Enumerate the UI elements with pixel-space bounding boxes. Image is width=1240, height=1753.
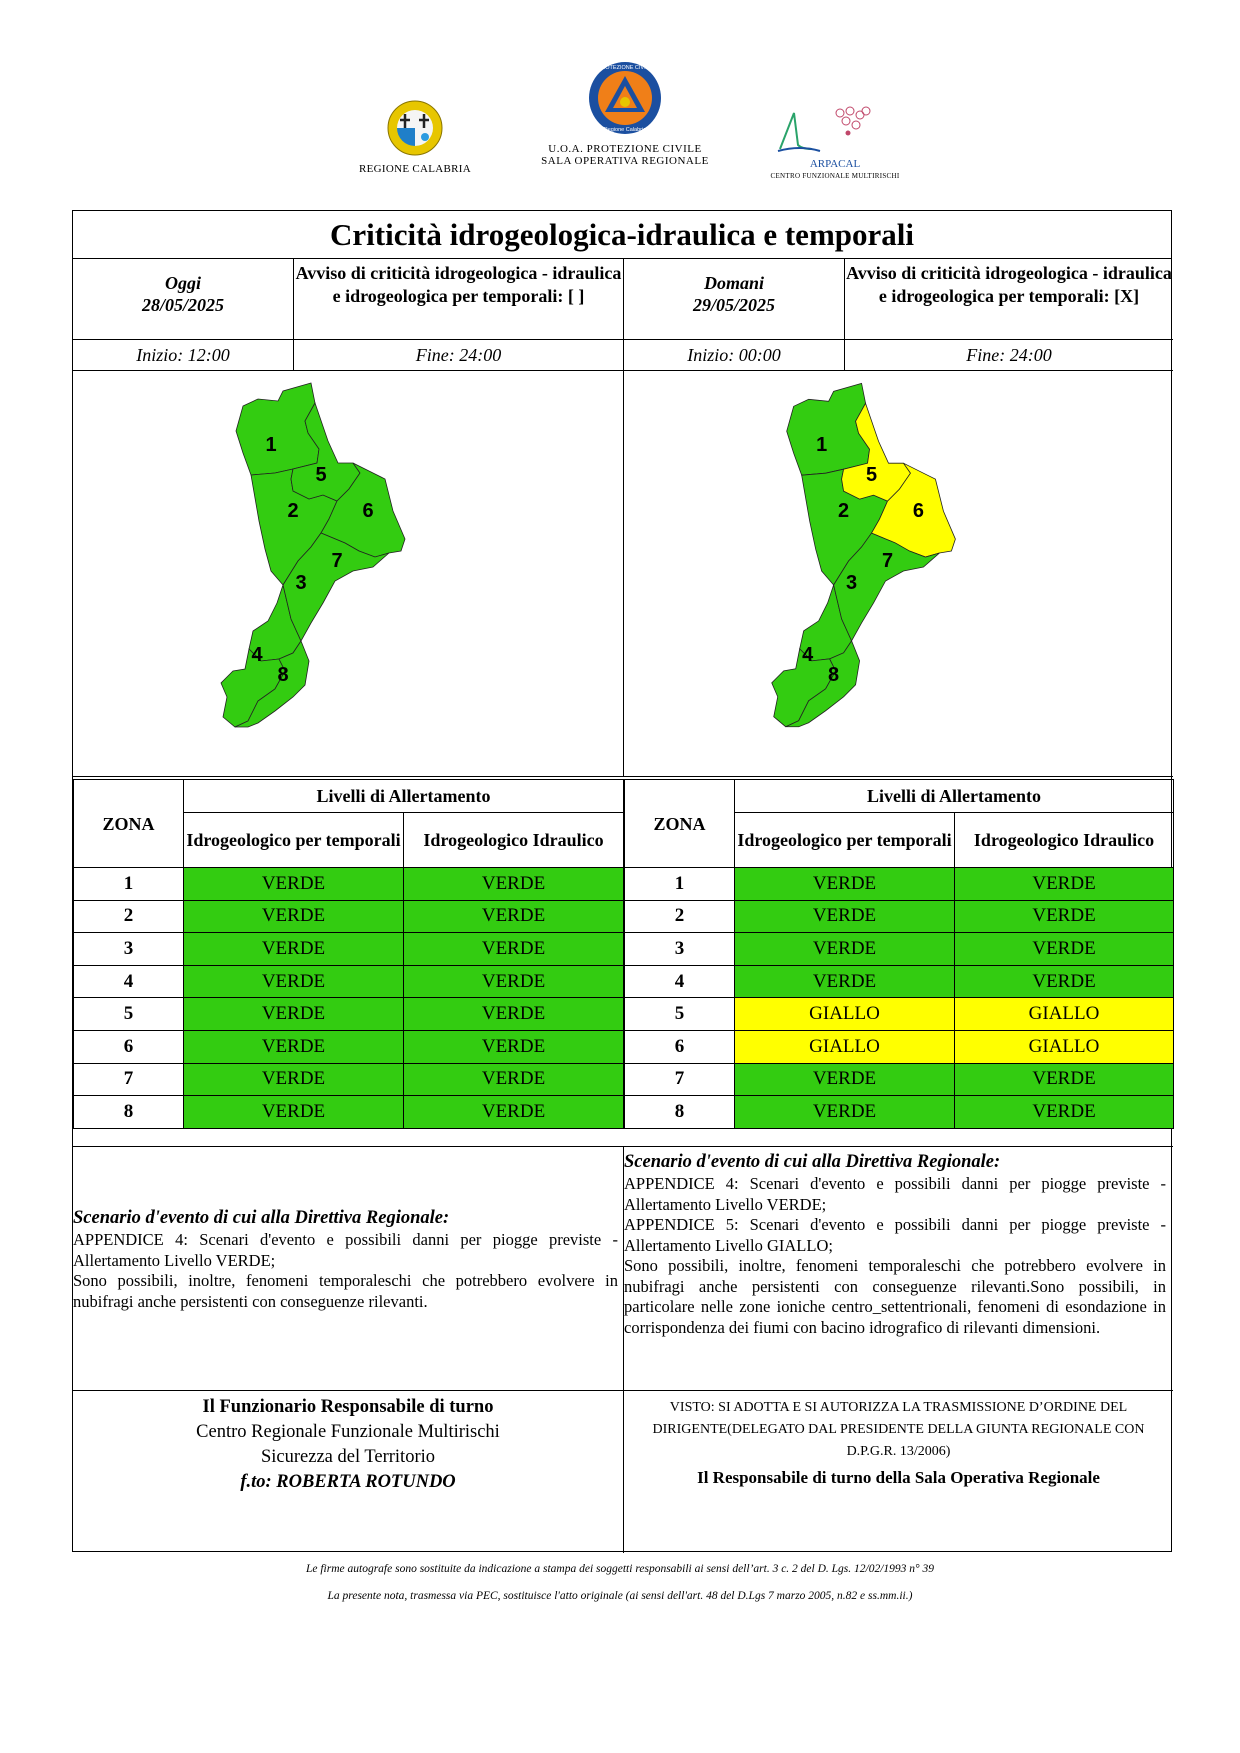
tomorrow-avviso: Avviso di criticità idrogeologica - idraulica e idrogeologica per temporali: [X] [845, 258, 1173, 340]
idraulico-header: Idrogeologico Idraulico [955, 813, 1174, 868]
tomorrow-alert-table [624, 779, 1174, 1129]
map-zone-label: 5 [865, 464, 878, 487]
table-row [74, 1063, 624, 1096]
map-zone-label: 1 [816, 434, 828, 457]
zone-temporali-cell: VERDE [735, 1063, 955, 1096]
zone-idraulico-cell: VERDE [955, 933, 1174, 966]
protezione-civile-logo [530, 60, 720, 167]
zone-zona-cell: 1 [625, 868, 735, 901]
scenario-tomorrow-box [624, 1146, 1173, 1391]
map-zone-label: 7 [881, 550, 894, 573]
map-zone-label: 5 [315, 464, 327, 486]
map-zone-1 [236, 383, 319, 475]
zone-temporali-cell: GIALLO [735, 998, 955, 1031]
zone-idraulico-cell: VERDE [404, 1096, 624, 1129]
zone-temporali-cell: VERDE [184, 1063, 404, 1096]
zone-idraulico-cell: VERDE [404, 868, 624, 901]
zone-zona-cell: 8 [74, 1096, 184, 1129]
zone-zona-cell: 1 [74, 868, 184, 901]
scenario-tomorrow-heading: Scenario d'evento di cui alla Direttiva Regionale: [624, 1152, 1001, 1172]
zone-zona-cell: 2 [625, 900, 735, 933]
arpacal-mark-icon [760, 105, 910, 155]
today-date: 28/05/2025 [141, 295, 224, 315]
zone-zona-cell: 6 [625, 1030, 735, 1063]
page-title: Criticità idrogeologica-idraulica e temporali [73, 211, 1171, 259]
table-row [625, 1096, 1174, 1129]
today-avviso: Avviso di criticità idrogeologica - idraulica e idrogeologica per temporali: [ ] [294, 258, 624, 340]
zone-zona-cell: 7 [74, 1063, 184, 1096]
scenario-today-heading: Scenario d'evento di cui alla Direttiva Regionale: [73, 1208, 450, 1228]
zone-temporali-cell: VERDE [735, 933, 955, 966]
zone-temporali-cell: VERDE [735, 900, 955, 933]
zona-header: ZONA [625, 780, 735, 868]
scenario-today-p1: APPENDICE 4: Scenari d'evento e possibili danni per piogge previste - Allertamento Livello VERDE; [73, 1230, 618, 1270]
zone-temporali-cell: VERDE [184, 965, 404, 998]
pc-caption-line1: U.O.A. PROTEZIONE CIVILE [548, 143, 702, 155]
zone-zona-cell: 4 [625, 965, 735, 998]
zone-idraulico-cell: VERDE [955, 965, 1174, 998]
pc-badge-top-text: PROTEZIONE CIVILE [597, 65, 653, 71]
table-row [625, 998, 1174, 1031]
table-row [74, 933, 624, 966]
bulletin-frame [72, 210, 1172, 1552]
map-zone-label: 4 [251, 644, 263, 666]
zone-temporali-cell: VERDE [184, 900, 404, 933]
today-label-cell [73, 258, 294, 340]
zone-temporali-cell: VERDE [184, 1030, 404, 1063]
zone-idraulico-cell: VERDE [404, 998, 624, 1031]
pc-caption-line2: SALA OPERATIVA REGIONALE [541, 155, 709, 167]
zone-zona-cell: 3 [74, 933, 184, 966]
arpacal-logo [755, 105, 915, 182]
signature-left-line1: Centro Regionale Funzionale Multirischi [196, 1422, 500, 1442]
signature-right-visto: VISTO: SI ADOTTA E SI AUTORIZZA LA TRASMISSIONE D’ORDINE DEL DIRIGENTE(DELEGATO DAL PRESIDENTE DELLA GIUNTA REGIONALE CON D.P.G.R. 13/2006) [652, 1400, 1145, 1459]
zona-header: ZONA [74, 780, 184, 868]
scenario-tomorrow-p1: APPENDICE 4: Scenari d'evento e possibili danni per piogge previste - Allertamento Livello VERDE; [624, 1174, 1166, 1214]
zone-temporali-cell: GIALLO [735, 1030, 955, 1063]
signature-left-title: Il Funzionario Responsabile di turno [202, 1397, 494, 1417]
table-row [625, 1030, 1174, 1063]
tomorrow-label-cell [624, 258, 845, 340]
calabria-caption: REGIONE CALABRIA [358, 163, 472, 175]
map-zone-label: 8 [828, 663, 840, 686]
table-row [625, 868, 1174, 901]
tomorrow-map [624, 371, 1173, 776]
zone-idraulico-cell: VERDE [404, 965, 624, 998]
zone-idraulico-cell: VERDE [955, 868, 1174, 901]
zone-zona-cell: 3 [625, 933, 735, 966]
map-zone-label: 3 [846, 571, 858, 594]
zone-zona-cell: 2 [74, 900, 184, 933]
protezione-civile-badge-icon [587, 60, 663, 136]
zone-idraulico-cell: VERDE [404, 900, 624, 933]
map-zone-label: 7 [331, 550, 343, 572]
zone-zona-cell: 7 [625, 1063, 735, 1096]
scenario-tomorrow-p3: Sono possibili, inoltre, fenomeni temporaleschi che potrebbero evolvere in nubifragi anche persistenti con conseguenze rilevanti.Sono possibili, in particolare nelle zone ioniche centro_settentrionali, fenomeni di esondazione in corrispondenza dei fiumi con bacino idrografico di rilevanti dimensioni. [624, 1256, 1166, 1337]
temporali-header: Idrogeologico per temporali [184, 813, 404, 868]
livelli-header: Livelli di Allertamento [184, 780, 624, 813]
temporali-header: Idrogeologico per temporali [735, 813, 955, 868]
scenario-today-box [73, 1146, 624, 1391]
scenario-tomorrow-p2: APPENDICE 5: Scenari d'evento e possibili danni per piogge previste - Allertamento Livello GIALLO; [624, 1215, 1166, 1255]
table-row [625, 965, 1174, 998]
signature-left-line2: Sicurezza del Territorio [260, 1447, 436, 1467]
zone-idraulico-cell: GIALLO [955, 998, 1174, 1031]
table-row [625, 1063, 1174, 1096]
footer-line2: La presente nota, trasmessa via PEC, sostituisce l'atto originale (ai sensi dell'art. 48 del D.Lgs 7 marzo 2005, n.82 e ss.mm.ii.) [327, 1590, 913, 1602]
zone-zona-cell: 8 [625, 1096, 735, 1129]
signature-right-title: Il Responsabile di turno della Sala Operativa Regionale [697, 1468, 1100, 1487]
map-zone-1 [787, 383, 870, 475]
today-label: Oggi [165, 273, 201, 293]
zone-idraulico-cell: VERDE [404, 1063, 624, 1096]
table-row [74, 998, 624, 1031]
today-map [73, 371, 624, 776]
map-zone-label: 2 [838, 500, 850, 523]
zone-temporali-cell: VERDE [735, 965, 955, 998]
pc-badge-bottom-text: Regione Calabria [603, 127, 647, 133]
tomorrow-end: Fine: 24:00 [845, 340, 1173, 371]
header-logos [0, 60, 1240, 190]
zone-temporali-cell: VERDE [184, 933, 404, 966]
map-zone-label: 6 [912, 500, 925, 523]
table-row [74, 965, 624, 998]
table-row [74, 1030, 624, 1063]
zone-zona-cell: 6 [74, 1030, 184, 1063]
table-row [74, 900, 624, 933]
zone-temporali-cell: VERDE [184, 1096, 404, 1129]
zone-idraulico-cell: VERDE [955, 900, 1174, 933]
signature-left-signed: f.to: ROBERTA ROTUNDO [240, 1472, 456, 1492]
today-end: Fine: 24:00 [294, 340, 624, 371]
zone-temporali-cell: VERDE [735, 868, 955, 901]
zone-temporali-cell: VERDE [184, 868, 404, 901]
idraulico-header: Idrogeologico Idraulico [404, 813, 624, 868]
table-row [74, 1096, 624, 1129]
table-row [625, 933, 1174, 966]
today-start: Inizio: 12:00 [73, 340, 294, 371]
map-zone-label: 3 [295, 572, 307, 594]
today-alert-table [73, 779, 624, 1129]
zone-idraulico-cell: VERDE [404, 1030, 624, 1063]
tomorrow-label: Domani [703, 273, 764, 293]
zone-idraulico-cell: VERDE [955, 1096, 1174, 1129]
calabria-coat-of-arms-icon [387, 100, 443, 156]
zone-zona-cell: 5 [625, 998, 735, 1031]
zone-idraulico-cell: VERDE [404, 933, 624, 966]
map-zone-label: 4 [802, 643, 814, 666]
map-zone-label: 8 [277, 664, 289, 686]
zone-idraulico-cell: VERDE [955, 1063, 1174, 1096]
zone-zona-cell: 5 [74, 998, 184, 1031]
zone-idraulico-cell: GIALLO [955, 1030, 1174, 1063]
table-row [625, 900, 1174, 933]
arpacal-caption: ARPACAL [809, 158, 861, 170]
zone-zona-cell: 4 [74, 965, 184, 998]
map-zone-label: 1 [265, 434, 277, 456]
table-row [74, 868, 624, 901]
zone-temporali-cell: VERDE [735, 1096, 955, 1129]
tomorrow-start: Inizio: 00:00 [624, 340, 845, 371]
signature-left [73, 1391, 624, 1553]
map-zone-label: 2 [287, 500, 299, 522]
regione-calabria-logo [345, 100, 485, 175]
scenario-today-p2: Sono possibili, inoltre, fenomeni temporaleschi che potrebbero evolvere in nubifragi anche persistenti con conseguenze rilevanti. [73, 1271, 618, 1311]
footer-line1: Le firme autografe sono sostituite da indicazione a stampa dei soggetti responsabili ai sensi dell’art. 3 c. 2 del D. Lgs. 12/02/1993 n° 39 [305, 1563, 935, 1575]
signature-right [624, 1391, 1173, 1489]
tomorrow-date: 29/05/2025 [692, 295, 775, 315]
arpacal-subcaption: CENTRO FUNZIONALE MULTIRISCHI [770, 172, 900, 180]
zone-temporali-cell: VERDE [184, 998, 404, 1031]
map-zone-label: 6 [362, 500, 374, 522]
livelli-header: Livelli di Allertamento [735, 780, 1174, 813]
